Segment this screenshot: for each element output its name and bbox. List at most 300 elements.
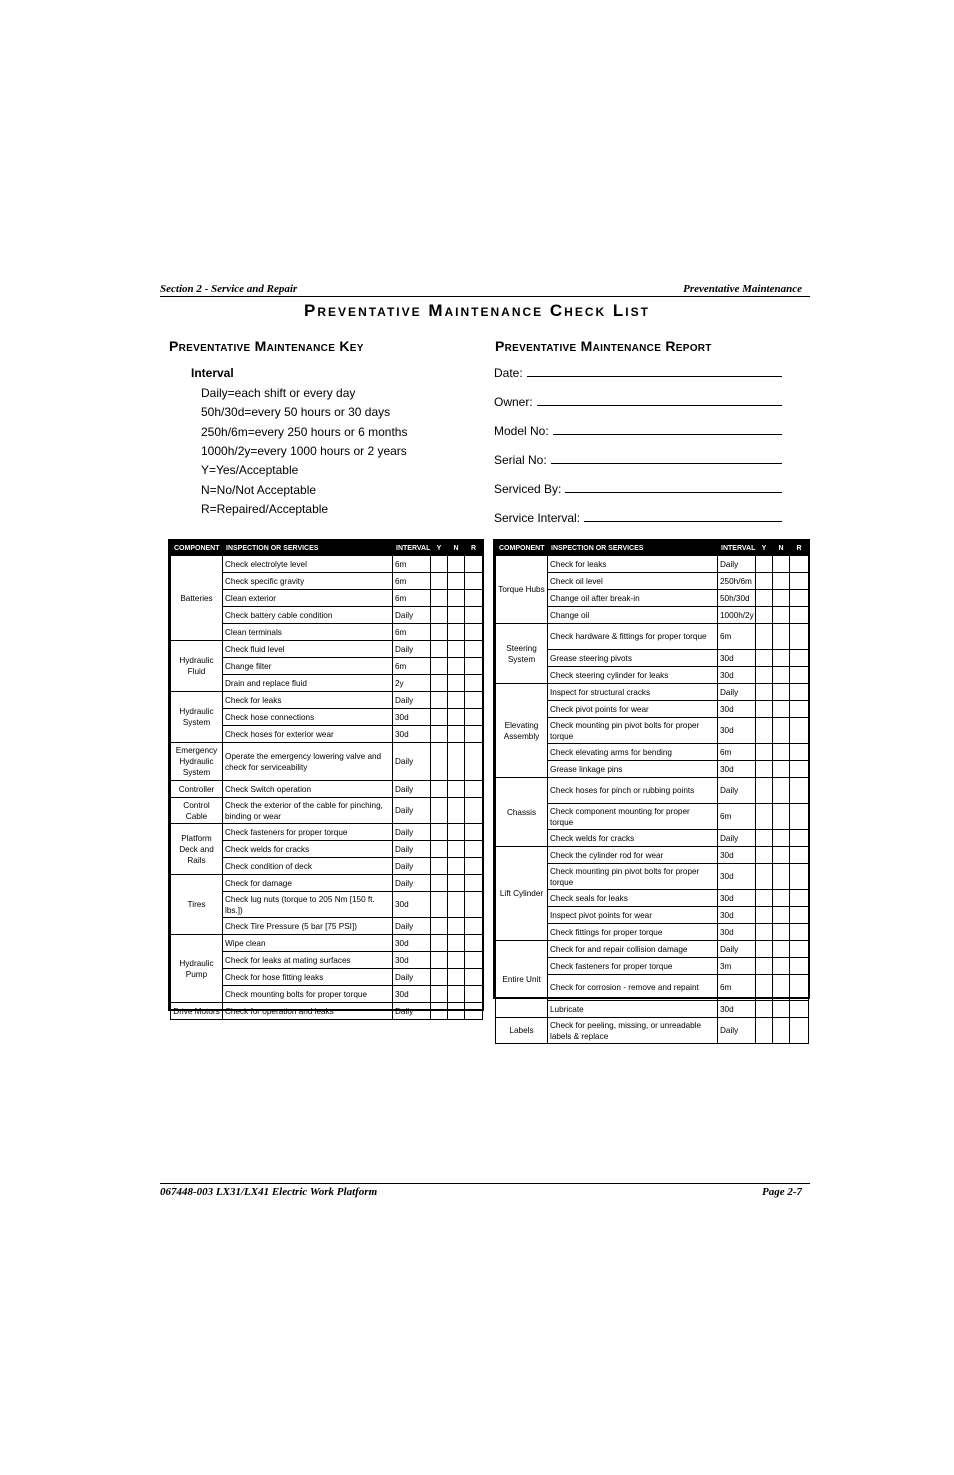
check-cell-y[interactable] xyxy=(756,761,773,778)
column-header-interval: INTERVAL xyxy=(718,542,756,556)
interval-cell: 6m xyxy=(393,556,431,573)
check-cell-n[interactable] xyxy=(448,798,465,824)
check-cell-y[interactable] xyxy=(431,573,448,590)
check-cell-n[interactable] xyxy=(773,718,790,744)
inspection-cell: Clean terminals xyxy=(223,624,393,641)
table-row xyxy=(496,556,809,573)
report-field-input[interactable] xyxy=(527,366,782,377)
interval-cell: Daily xyxy=(393,918,431,935)
check-cell-r[interactable] xyxy=(790,1018,809,1044)
table-row xyxy=(171,824,483,841)
check-cell-y[interactable] xyxy=(756,701,773,718)
check-cell-y[interactable] xyxy=(756,864,773,890)
check-cell-n[interactable] xyxy=(773,830,790,847)
check-cell-n[interactable] xyxy=(773,607,790,624)
check-cell-y[interactable] xyxy=(431,675,448,692)
check-cell-r[interactable] xyxy=(790,907,809,924)
component-cell: Labels xyxy=(496,1018,548,1044)
component-cell: Torque Hubs xyxy=(496,556,548,624)
table-row xyxy=(171,781,483,798)
check-cell-n[interactable] xyxy=(448,556,465,573)
check-cell-r[interactable] xyxy=(790,804,809,830)
check-cell-y[interactable] xyxy=(431,709,448,726)
interval-cell: 30d xyxy=(718,718,756,744)
inspection-cell: Check condition of deck xyxy=(223,858,393,875)
inspection-cell: Check fasteners for proper torque xyxy=(223,824,393,841)
table-row xyxy=(171,556,483,573)
component-cell: Hydraulic System xyxy=(171,692,223,743)
inspection-cell: Check component mounting for proper torque xyxy=(548,804,718,830)
inspection-cell: Check electrolyte level xyxy=(223,556,393,573)
check-cell-n[interactable] xyxy=(773,684,790,701)
check-cell-r[interactable] xyxy=(790,718,809,744)
check-cell-n[interactable] xyxy=(448,607,465,624)
check-cell-r[interactable] xyxy=(790,684,809,701)
table-row xyxy=(171,875,483,892)
check-cell-y[interactable] xyxy=(431,607,448,624)
table-row xyxy=(171,798,483,824)
check-cell-r[interactable] xyxy=(465,969,483,986)
check-cell-n[interactable] xyxy=(773,573,790,590)
inspection-cell: Check oil level xyxy=(548,573,718,590)
inspection-cell: Check for leaks xyxy=(223,692,393,709)
table-row xyxy=(496,624,809,650)
check-cell-r[interactable] xyxy=(465,556,483,573)
check-cell-y[interactable] xyxy=(431,692,448,709)
check-cell-y[interactable] xyxy=(756,804,773,830)
check-cell-n[interactable] xyxy=(448,726,465,743)
interval-cell: 30d xyxy=(718,864,756,890)
topic-label: Preventative Maintenance xyxy=(683,283,802,295)
interval-cell: 6m xyxy=(393,658,431,675)
table-row xyxy=(171,743,483,781)
check-cell-r[interactable] xyxy=(790,830,809,847)
check-cell-y[interactable] xyxy=(756,830,773,847)
check-cell-r[interactable] xyxy=(465,986,483,1003)
component-cell: Controller xyxy=(171,781,223,798)
interval-cell: 6m xyxy=(393,573,431,590)
check-cell-r[interactable] xyxy=(790,590,809,607)
key-item: 50h/30d=every 50 hours or 30 days xyxy=(201,405,391,420)
check-cell-y[interactable] xyxy=(756,778,773,804)
interval-cell: Daily xyxy=(393,743,431,781)
check-cell-r[interactable] xyxy=(465,841,483,858)
check-cell-y[interactable] xyxy=(431,935,448,952)
check-cell-n[interactable] xyxy=(773,556,790,573)
check-cell-n[interactable] xyxy=(773,924,790,941)
interval-cell: Daily xyxy=(718,778,756,804)
check-cell-y[interactable] xyxy=(756,890,773,907)
check-cell-r[interactable] xyxy=(465,798,483,824)
check-cell-n[interactable] xyxy=(773,778,790,804)
inspection-cell: Grease linkage pins xyxy=(548,761,718,778)
key-item: N=No/Not Acceptable xyxy=(201,482,317,497)
inspection-cell: Check fasteners for proper torque xyxy=(548,958,718,975)
inspection-cell: Inspect pivot points for wear xyxy=(548,907,718,924)
check-cell-r[interactable] xyxy=(790,701,809,718)
check-cell-n[interactable] xyxy=(448,892,465,918)
check-cell-n[interactable] xyxy=(448,675,465,692)
interval-cell: Daily xyxy=(718,830,756,847)
report-field-label: Date: xyxy=(494,366,523,380)
check-cell-n[interactable] xyxy=(448,781,465,798)
check-cell-y[interactable] xyxy=(431,781,448,798)
section-label: Section 2 - Service and Repair xyxy=(160,283,298,295)
interval-cell: 6m xyxy=(718,804,756,830)
check-cell-y[interactable] xyxy=(756,590,773,607)
component-cell: Hydraulic Fluid xyxy=(171,641,223,692)
inspection-cell: Check for leaks xyxy=(548,556,718,573)
inspection-cell: Check Tire Pressure (5 bar [75 PSI]) xyxy=(223,918,393,935)
check-cell-y[interactable] xyxy=(431,624,448,641)
check-cell-n[interactable] xyxy=(448,969,465,986)
check-cell-r[interactable] xyxy=(790,1001,809,1018)
inspection-cell: Check seals for leaks xyxy=(548,890,718,907)
key-item: Y=Yes/Acceptable xyxy=(201,463,299,478)
check-cell-n[interactable] xyxy=(448,624,465,641)
interval-cell: Daily xyxy=(393,607,431,624)
report-heading: Preventative Maintenance Report xyxy=(495,338,712,354)
interval-cell: 30d xyxy=(718,761,756,778)
report-field-label: Serviced By: xyxy=(494,482,562,496)
check-cell-r[interactable] xyxy=(465,675,483,692)
check-cell-r[interactable] xyxy=(790,761,809,778)
check-cell-r[interactable] xyxy=(790,667,809,684)
inspection-cell: Lubricate xyxy=(548,1001,718,1018)
inspection-cell: Clean exterior xyxy=(223,590,393,607)
check-cell-y[interactable] xyxy=(756,958,773,975)
inspection-cell: Wipe clean xyxy=(223,935,393,952)
report-field-label: Model No: xyxy=(494,424,549,438)
inspection-cell: Check welds for cracks xyxy=(548,830,718,847)
check-cell-y[interactable] xyxy=(431,858,448,875)
inspection-cell: Check hoses for exterior wear xyxy=(223,726,393,743)
check-cell-n[interactable] xyxy=(448,935,465,952)
interval-cell: 30d xyxy=(393,892,431,918)
inspection-cell: Check specific gravity xyxy=(223,573,393,590)
check-cell-y[interactable] xyxy=(756,718,773,744)
check-cell-y[interactable] xyxy=(756,924,773,941)
check-cell-y[interactable] xyxy=(756,607,773,624)
table-header-row xyxy=(496,542,809,556)
check-cell-n[interactable] xyxy=(773,1001,790,1018)
interval-cell: 6m xyxy=(718,975,756,1001)
table-row xyxy=(496,1018,809,1044)
page-number: Page 2-7 xyxy=(761,1186,802,1198)
check-cell-r[interactable] xyxy=(790,941,809,958)
check-cell-y[interactable] xyxy=(431,918,448,935)
interval-cell: 3m xyxy=(718,958,756,975)
inspection-cell: Check the exterior of the cable for pinching, binding or wear xyxy=(223,798,393,824)
interval-cell: 30d xyxy=(393,986,431,1003)
interval-cell: Daily xyxy=(718,1018,756,1044)
check-cell-y[interactable] xyxy=(756,847,773,864)
check-cell-n[interactable] xyxy=(773,1018,790,1044)
report-field xyxy=(494,453,782,467)
check-cell-r[interactable] xyxy=(465,709,483,726)
check-cell-y[interactable] xyxy=(756,556,773,573)
check-cell-n[interactable] xyxy=(773,941,790,958)
check-cell-y[interactable] xyxy=(431,824,448,841)
check-cell-n[interactable] xyxy=(773,650,790,667)
component-cell: Platform Deck and Rails xyxy=(171,824,223,875)
report-field xyxy=(494,482,782,496)
interval-cell: Daily xyxy=(718,941,756,958)
check-cell-y[interactable] xyxy=(431,892,448,918)
component-cell: Elevating Assembly xyxy=(496,684,548,778)
checklist-table-left xyxy=(168,539,484,1016)
page-footer xyxy=(160,1186,802,1198)
interval-cell: Daily xyxy=(718,684,756,701)
check-cell-r[interactable] xyxy=(465,935,483,952)
interval-label: Interval xyxy=(191,366,234,380)
report-field-label: Service Interval: xyxy=(494,511,581,525)
check-cell-y[interactable] xyxy=(756,1001,773,1018)
check-cell-r[interactable] xyxy=(790,573,809,590)
inspection-cell: Check for corrosion - remove and repaint xyxy=(548,975,718,1001)
inspection-cell: Check battery cable condition xyxy=(223,607,393,624)
interval-cell: Daily xyxy=(393,969,431,986)
check-cell-r[interactable] xyxy=(465,892,483,918)
check-cell-y[interactable] xyxy=(756,573,773,590)
check-cell-y[interactable] xyxy=(431,590,448,607)
component-cell: Hydraulic Pump xyxy=(171,935,223,1003)
interval-cell: 30d xyxy=(718,907,756,924)
check-cell-y[interactable] xyxy=(756,1018,773,1044)
inspection-cell: Check mounting pin pivot bolts for proper torque xyxy=(548,718,718,744)
check-cell-n[interactable] xyxy=(773,624,790,650)
column-header-inspection: INSPECTION OR SERVICES xyxy=(223,542,393,556)
inspection-cell: Check elevating arms for bending xyxy=(548,744,718,761)
footer-rule xyxy=(160,1183,810,1184)
table-row xyxy=(171,692,483,709)
check-cell-n[interactable] xyxy=(448,952,465,969)
interval-cell: Daily xyxy=(393,1003,431,1020)
column-header-y: Y xyxy=(756,542,773,556)
check-cell-r[interactable] xyxy=(465,743,483,781)
inspection-cell: Check the cylinder rod for wear xyxy=(548,847,718,864)
check-cell-n[interactable] xyxy=(448,918,465,935)
inspection-cell: Check steering cylinder for leaks xyxy=(548,667,718,684)
check-cell-r[interactable] xyxy=(790,556,809,573)
inspection-cell: Check mounting bolts for proper torque xyxy=(223,986,393,1003)
check-cell-y[interactable] xyxy=(756,975,773,1001)
key-heading: Preventative Maintenance Key xyxy=(169,338,364,354)
check-cell-y[interactable] xyxy=(756,667,773,684)
interval-cell: 50h/30d xyxy=(718,590,756,607)
interval-cell: Daily xyxy=(393,692,431,709)
check-cell-n[interactable] xyxy=(773,804,790,830)
report-field-input[interactable] xyxy=(565,482,782,493)
column-header-component: COMPONENT xyxy=(171,542,223,556)
checklist-table-right xyxy=(493,539,810,1041)
interval-cell: 30d xyxy=(393,935,431,952)
inspection-cell: Check for peeling, missing, or unreadable labels & replace xyxy=(548,1018,718,1044)
column-header-interval: INTERVAL xyxy=(393,542,431,556)
check-cell-y[interactable] xyxy=(431,641,448,658)
check-cell-n[interactable] xyxy=(773,744,790,761)
inspection-cell: Check hoses for pinch or rubbing points xyxy=(548,778,718,804)
interval-cell: Daily xyxy=(393,781,431,798)
check-cell-r[interactable] xyxy=(790,624,809,650)
check-cell-n[interactable] xyxy=(448,841,465,858)
check-cell-y[interactable] xyxy=(756,650,773,667)
interval-cell: 30d xyxy=(718,924,756,941)
interval-cell: 30d xyxy=(718,847,756,864)
check-cell-y[interactable] xyxy=(756,941,773,958)
check-cell-y[interactable] xyxy=(431,798,448,824)
check-cell-r[interactable] xyxy=(465,875,483,892)
check-cell-y[interactable] xyxy=(756,907,773,924)
check-cell-r[interactable] xyxy=(465,658,483,675)
check-cell-r[interactable] xyxy=(790,744,809,761)
check-cell-n[interactable] xyxy=(448,658,465,675)
report-field xyxy=(494,366,782,380)
inspection-cell: Check for hose fitting leaks xyxy=(223,969,393,986)
inspection-cell: Drain and replace fluid xyxy=(223,675,393,692)
check-cell-n[interactable] xyxy=(448,858,465,875)
check-cell-r[interactable] xyxy=(790,975,809,1001)
check-cell-y[interactable] xyxy=(431,726,448,743)
table-row xyxy=(496,941,809,958)
inspection-cell: Operate the emergency lowering valve and check for serviceability xyxy=(223,743,393,781)
table-header-row xyxy=(171,542,483,556)
check-cell-y[interactable] xyxy=(431,658,448,675)
check-cell-n[interactable] xyxy=(448,986,465,1003)
check-cell-r[interactable] xyxy=(790,778,809,804)
check-cell-r[interactable] xyxy=(465,726,483,743)
check-cell-n[interactable] xyxy=(773,847,790,864)
check-cell-y[interactable] xyxy=(756,624,773,650)
inspection-cell: Check for damage xyxy=(223,875,393,892)
check-cell-r[interactable] xyxy=(790,650,809,667)
check-cell-y[interactable] xyxy=(431,1003,448,1020)
component-cell: Chassis xyxy=(496,778,548,847)
check-cell-y[interactable] xyxy=(431,952,448,969)
check-cell-n[interactable] xyxy=(773,590,790,607)
check-cell-r[interactable] xyxy=(790,864,809,890)
interval-cell: 6m xyxy=(718,744,756,761)
interval-cell: 30d xyxy=(718,701,756,718)
report-field-input[interactable] xyxy=(584,511,782,522)
check-cell-r[interactable] xyxy=(790,607,809,624)
check-cell-r[interactable] xyxy=(465,824,483,841)
component-cell: Drive Motors xyxy=(171,1003,223,1020)
inspection-cell: Check welds for cracks xyxy=(223,841,393,858)
inspection-cell: Check hose connections xyxy=(223,709,393,726)
check-cell-n[interactable] xyxy=(773,667,790,684)
inspection-cell: Check for operation and leaks xyxy=(223,1003,393,1020)
check-cell-y[interactable] xyxy=(431,743,448,781)
interval-cell: 30d xyxy=(393,709,431,726)
inspection-cell: Check lug nuts (torque to 205 Nm [150 ft. lbs.]) xyxy=(223,892,393,918)
table-row xyxy=(496,847,809,864)
check-cell-y[interactable] xyxy=(431,556,448,573)
column-header-component: COMPONENT xyxy=(496,542,548,556)
check-cell-n[interactable] xyxy=(773,890,790,907)
check-cell-n[interactable] xyxy=(773,975,790,1001)
check-cell-n[interactable] xyxy=(773,864,790,890)
interval-cell: 2y xyxy=(393,675,431,692)
check-cell-n[interactable] xyxy=(773,761,790,778)
check-cell-y[interactable] xyxy=(756,684,773,701)
report-field-input[interactable] xyxy=(537,395,782,406)
inspection-cell: Check mounting pin pivot bolts for proper torque xyxy=(548,864,718,890)
check-cell-n[interactable] xyxy=(448,1003,465,1020)
report-field xyxy=(494,424,782,438)
check-cell-r[interactable] xyxy=(790,890,809,907)
report-field xyxy=(494,511,782,525)
inspection-cell: Inspect for structural cracks xyxy=(548,684,718,701)
report-field-label: Serial No: xyxy=(494,453,547,467)
interval-cell: Daily xyxy=(393,641,431,658)
check-cell-r[interactable] xyxy=(465,952,483,969)
component-cell: Control Cable xyxy=(171,798,223,824)
check-cell-r[interactable] xyxy=(465,641,483,658)
check-cell-n[interactable] xyxy=(773,701,790,718)
column-header-r: R xyxy=(465,542,483,556)
check-cell-r[interactable] xyxy=(465,624,483,641)
check-cell-r[interactable] xyxy=(790,924,809,941)
check-cell-n[interactable] xyxy=(448,743,465,781)
interval-cell: 30d xyxy=(393,726,431,743)
key-item: R=Repaired/Acceptable xyxy=(201,501,329,516)
check-cell-r[interactable] xyxy=(465,692,483,709)
inspection-cell: Check for and repair collision damage xyxy=(548,941,718,958)
interval-cell: 6m xyxy=(718,624,756,650)
key-item: 1000h/2y=every 1000 hours or 2 years xyxy=(201,443,407,458)
check-cell-r[interactable] xyxy=(790,847,809,864)
check-cell-n[interactable] xyxy=(448,692,465,709)
check-cell-n[interactable] xyxy=(773,958,790,975)
check-cell-r[interactable] xyxy=(465,918,483,935)
table-row xyxy=(171,641,483,658)
check-cell-n[interactable] xyxy=(448,709,465,726)
report-field-input[interactable] xyxy=(551,453,782,464)
check-cell-r[interactable] xyxy=(465,607,483,624)
interval-cell: 6m xyxy=(393,590,431,607)
interval-cell: 1000h/2y xyxy=(718,607,756,624)
check-cell-r[interactable] xyxy=(465,781,483,798)
check-cell-r[interactable] xyxy=(465,590,483,607)
check-cell-r[interactable] xyxy=(465,573,483,590)
report-field-input[interactable] xyxy=(553,424,782,435)
check-cell-y[interactable] xyxy=(431,969,448,986)
check-cell-n[interactable] xyxy=(448,590,465,607)
check-cell-r[interactable] xyxy=(790,958,809,975)
column-header-r: R xyxy=(790,542,809,556)
check-cell-n[interactable] xyxy=(448,573,465,590)
check-cell-y[interactable] xyxy=(431,841,448,858)
check-cell-n[interactable] xyxy=(773,907,790,924)
check-cell-n[interactable] xyxy=(448,641,465,658)
check-cell-y[interactable] xyxy=(431,875,448,892)
component-cell: Batteries xyxy=(171,556,223,641)
check-cell-n[interactable] xyxy=(448,824,465,841)
check-cell-y[interactable] xyxy=(756,744,773,761)
interval-cell: Daily xyxy=(393,875,431,892)
check-cell-n[interactable] xyxy=(448,875,465,892)
check-cell-y[interactable] xyxy=(431,986,448,1003)
interval-cell: Daily xyxy=(393,858,431,875)
inspection-cell: Change oil xyxy=(548,607,718,624)
inspection-cell: Check fittings for proper torque xyxy=(548,924,718,941)
check-cell-r[interactable] xyxy=(465,858,483,875)
check-cell-r[interactable] xyxy=(465,1003,483,1020)
inspection-cell: Check Switch operation xyxy=(223,781,393,798)
interval-cell: Daily xyxy=(718,556,756,573)
column-header-n: N xyxy=(448,542,465,556)
